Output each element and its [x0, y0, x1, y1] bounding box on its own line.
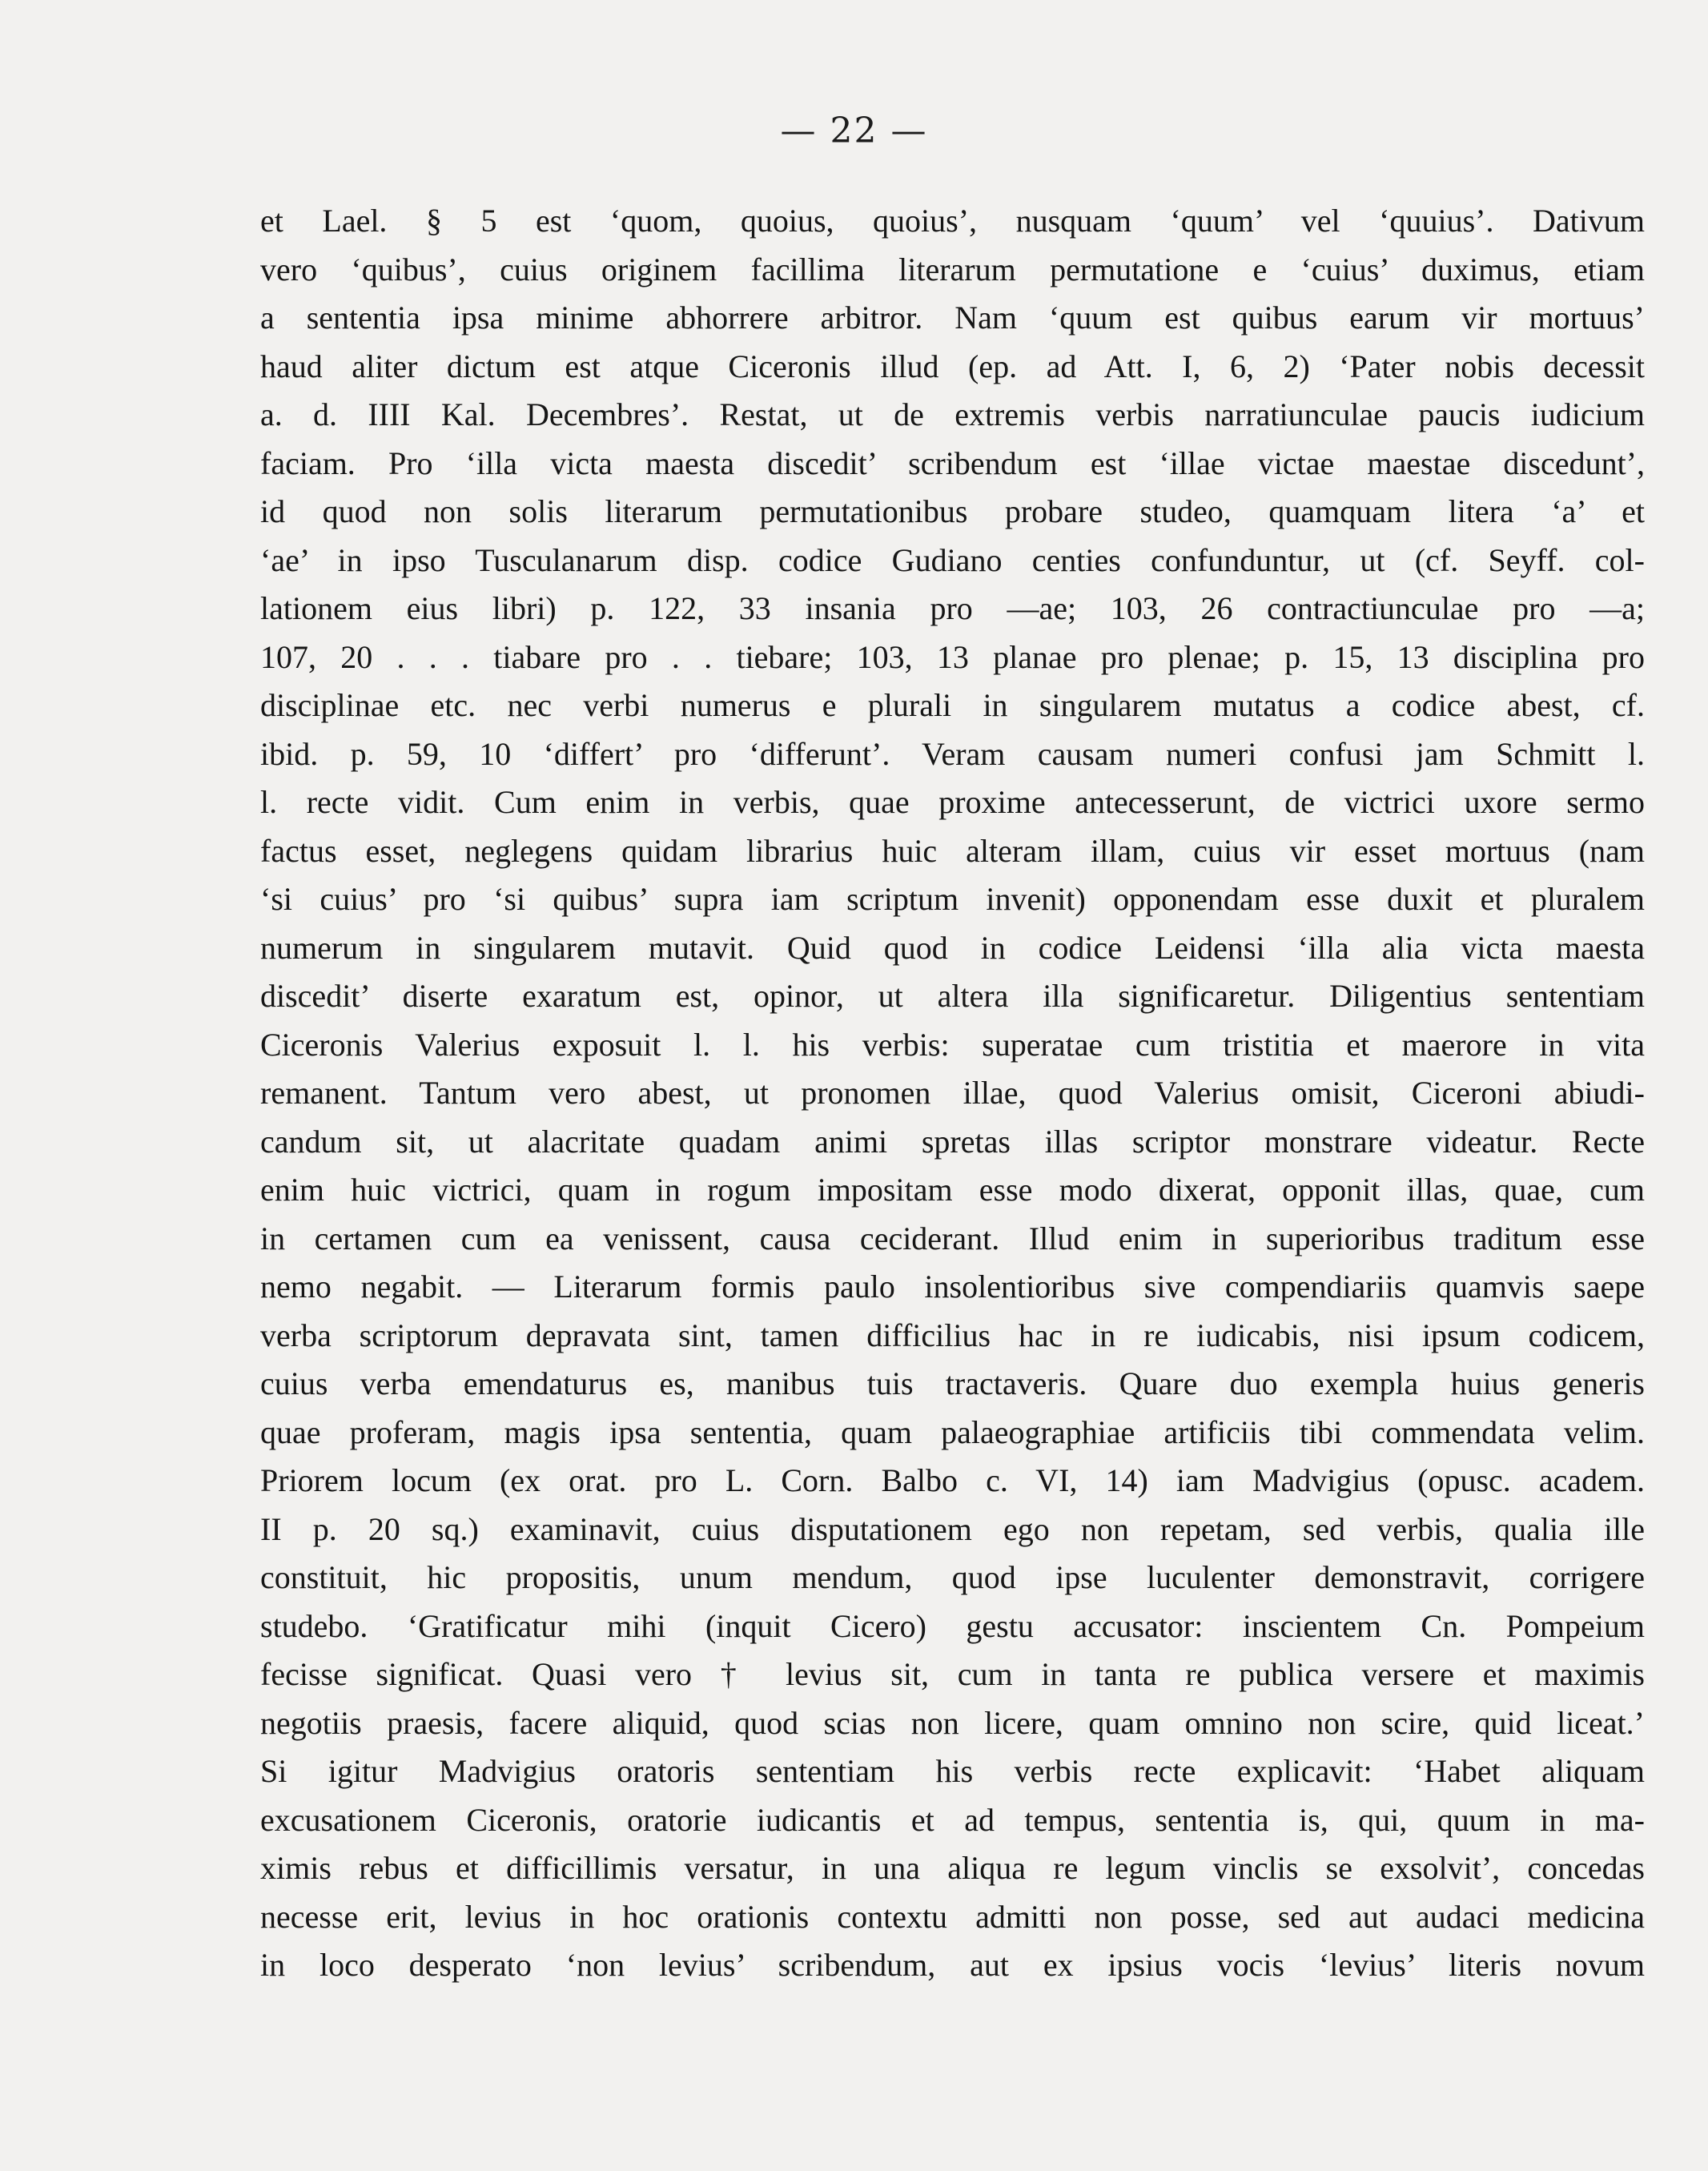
text-line: fecisse significat. Quasi vero † levius sit, cum in tanta re publica versere et maximis — [260, 1656, 1645, 1692]
text-line: vero ‘quibus’, cuius originem facillima literarum permutatione e ‘cuius’ duximus, etiam — [260, 251, 1645, 287]
text-line: a sententia ipsa minime abhorrere arbitror. Nam ‘quum est quibus earum vir mortuus’ — [260, 300, 1645, 336]
text-line: II p. 20 sq.) examinavit, cuius disputationem ego non repetam, sed verbis, qualia ille — [260, 1510, 1645, 1547]
text-line: nemo negabit. — Literarum formis paulo insolentioribus sive compendiariis quamvis saepe — [260, 1268, 1645, 1305]
text-line: remanent. Tantum vero abest, ut pronomen illae, quod Valerius omisit, Ciceroni abiudi- — [260, 1075, 1645, 1111]
page-number: — 22 — — [780, 111, 928, 151]
text-line: a. d. IIII Kal. Decembres’. Restat, ut de extremis verbis narratiunculae paucis iudicium — [260, 396, 1645, 432]
text-line: ibid. p. 59, 10 ‘differt’ pro ‘differunt’. Veram causam numeri confusi jam Schmitt l. — [260, 735, 1645, 772]
text-line: et Lael. § 5 est ‘quom, quoius, quoius’, nusquam ‘quum’ vel ‘quuius’. Dativum — [260, 203, 1645, 239]
text-line: ximis rebus et difficillimis versatur, in una aliqua re legum vinclis se exsolvit’, concedas — [260, 1850, 1645, 1886]
text-line: verba scriptorum depravata sint, tamen difficilius hac in re iudicabis, nisi ipsum codicem, — [260, 1317, 1645, 1353]
text-line: candum sit, ut alacritate quadam animi spretas illas scriptor monstrare videatur. Recte — [260, 1123, 1645, 1160]
text-line: l. recte vidit. Cum enim in verbis, quae proxime antecesserunt, de victrici uxore sermo — [260, 784, 1645, 820]
text-line: necesse erit, levius in hoc orationis contextu admitti non posse, sed aut audaci medicina — [260, 1898, 1645, 1935]
text-line: 107, 20 . . . tiabare pro . . tiebare; 103, 13 planae pro plenae; p. 15, 13 disciplina pro — [260, 638, 1645, 675]
text-line: negotiis praesis, facere aliquid, quod scias non licere, quam omnino non scire, quid liceat.’ — [260, 1704, 1645, 1741]
text-line: numerum in singularem mutavit. Quid quod in codice Leidensi ‘illa alia victa maesta — [260, 929, 1645, 966]
text-line: quae proferam, magis ipsa sententia, quam palaeographiae artificiis tibi commendata velim. — [260, 1413, 1645, 1450]
text-line: ‘si cuius’ pro ‘si quibus’ supra iam scriptum invenit) opponendam esse duxit et pluralem — [260, 881, 1645, 917]
text-line: cuius verba emendaturus es, manibus tuis tractaveris. Quare duo exempla huius generis — [260, 1365, 1645, 1401]
text-line: Priorem locum (ex orat. pro L. Corn. Balbo c. VI, 14) iam Madvigius (opusc. academ. — [260, 1462, 1645, 1498]
text-line: excusationem Ciceronis, oratorie iudicantis et ad tempus, sententia is, qui, quum in ma- — [260, 1801, 1645, 1838]
text-line: haud aliter dictum est atque Ciceronis illud (ep. ad Att. I, 6, 2) ‘Pater nobis decessit — [260, 348, 1645, 384]
text-line: constituit, hic propositis, unum mendum, quod ipse luculenter demonstravit, corrigere — [260, 1559, 1645, 1595]
text-line: enim huic victrici, quam in rogum impositam esse modo dixerat, opponit illas, quae, cum — [260, 1172, 1645, 1208]
text-line: ‘ae’ in ipso Tusculanarum disp. codice Gudiano centies confunduntur, ut (cf. Seyff. col- — [260, 541, 1645, 578]
text-line: factus esset, neglegens quidam librarius huic alteram illam, cuius vir esset mortuus (nam — [260, 832, 1645, 869]
text-line: lationem eius libri) p. 122, 33 insania pro —ae; 103, 26 contractiunculae pro —a; — [260, 590, 1645, 626]
text-line: studebo. ‘Gratificatur mihi (inquit Cicero) gestu accusator: inscientem Cn. Pompeium — [260, 1607, 1645, 1644]
body-text — [260, 197, 1645, 1990]
text-line: disciplinae etc. nec verbi numerus e plurali in singularem mutatus a codice abest, cf. — [260, 687, 1645, 723]
text-line: id quod non solis literarum permutationibus probare studeo, quamquam litera ‘a’ et — [260, 493, 1645, 529]
text-line: in loco desperato ‘non levius’ scribendum, aut ex ipsius vocis ‘levius’ literis novum — [260, 1947, 1645, 1983]
text-line: Si igitur Madvigius oratoris sententiam his verbis recte explicavit: ‘Habet aliquam — [260, 1753, 1645, 1789]
text-line: in certamen cum ea venissent, causa ceciderant. Illud enim in superioribus traditum esse — [260, 1220, 1645, 1256]
text-line: faciam. Pro ‘illa victa maesta discedit’ scribendum est ‘illae victae maestae discedunt’, — [260, 444, 1645, 481]
text-line: discedit’ diserte exaratum est, opinor, ut altera illa significaretur. Diligentius sententiam — [260, 978, 1645, 1014]
text-line: Ciceronis Valerius exposuit l. l. his verbis: superatae cum tristitia et maerore in vita — [260, 1026, 1645, 1063]
